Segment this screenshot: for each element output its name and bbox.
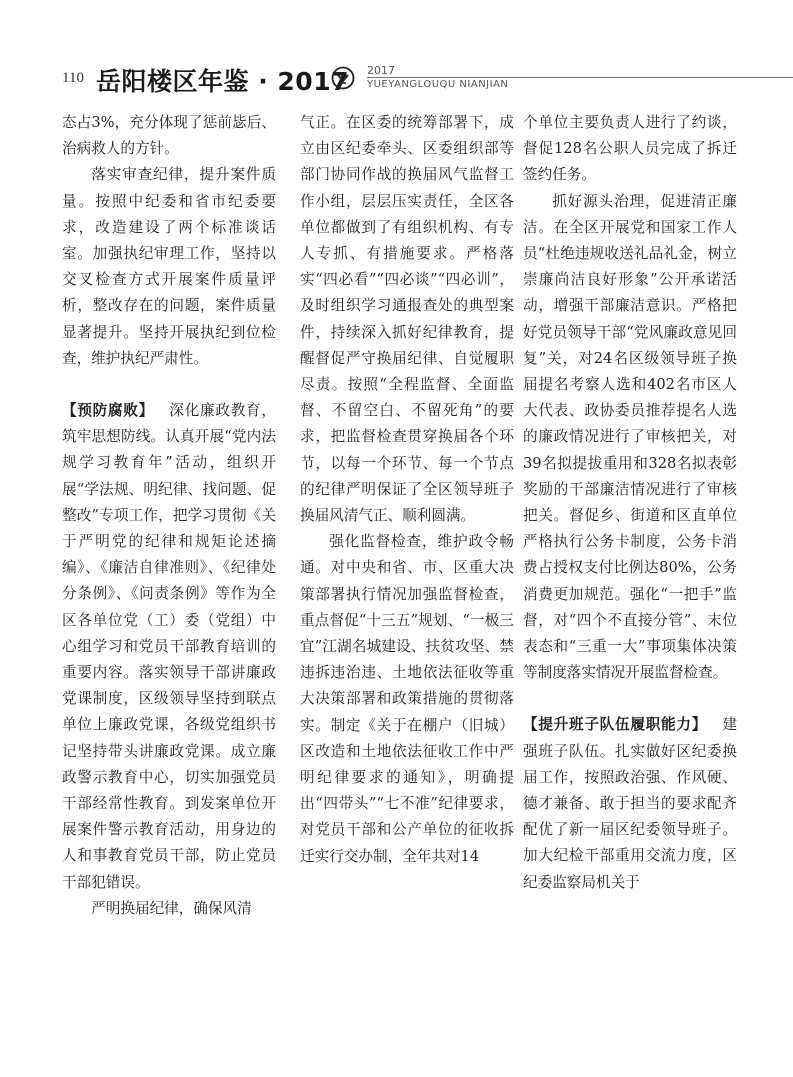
yearbook-title: 岳阳楼区年鉴 · 2017 [96,67,349,96]
paragraph: 气正。在区委的统筹部署下，成立由区纪委牵头、区委组织部等部门协同作战的换届风气监督工作小组，层层压实责任，全区各单位都做到了有组织机构、有专人专抓、有措施要求。严格落实“四必看”“四必谈”“四必训”，及时组织学习通报查处的典型案件，持续深入抓好纪律教育，提醒督促严守换届纪律、自觉履职尽责。按照“全程监督、全面监督、不留空白、不留死角”的要求，把监督检查贯穿换届各个环节，以每一个环节、每一个节点的纪律严明保证了全区领导班子换届风清气正、顺利圆满。 [300,114,514,525]
text-column-3 [523,110,737,896]
paragraph: 个单位主要负责人进行了约谈，督促128名公职人员完成了拆迁签约任务。 [523,114,737,184]
section-heading: 【提升班子队伍履职能力】 [523,716,708,734]
text-column-1 [62,110,276,922]
page-header [0,0,793,100]
paragraph: 抓好源头治理，促进清正廉洁。在全区开展党和国家工作人员“杜绝违规收送礼品礼金，树立崇廉尚洁良好形象”公开承诺活动，增强干部廉洁意识。严格把好党员领导干部“党风廉政意见回复”关，对24名区级领导班子换届提名考察人选和402名市区人大代表、政协委员推荐提名人选的廉政情况进行了审核把关，对39名拟提拔重用和328名拟表彰奖励的干部廉洁情况进行了审核把关。督促乡、街道和区直单位严格执行公务卡制度，公务卡消费占授权支付比例达80%，公务消费更加规范。强化“一把手”监督，对“四个不直接分管”、末位表态和“三重一大”事项集体决策等制度落实情况开展监督检查。 [523,192,737,682]
paragraph: 严明换届纪律，确保风清 [91,899,252,917]
section-body: 建强班子队伍。扎实做好区纪委换届工作，按照政治强、作风硬、德才兼备、敢于担当的要求配齐配优了新一届区纪委领导班子。加大纪检干部重用交流力度，区纪委监察局机关于 [523,716,737,891]
section-paragraph [523,712,737,895]
paragraph: 落实审查纪律，提升案件质量。按照中纪委和省市纪委要求，改造建设了两个标准谈话室。加强执纪审理工作，坚持以交叉检查方式开展案件质量评析，整改存在的问题，案件质量显著提升。坚持开展执纪到位检查，维护执纪严肃性。 [62,166,276,367]
section-paragraph [62,398,276,896]
page-number: 110 [62,70,84,86]
section-heading: 【预防腐败】 [62,402,155,420]
section-body: 深化廉政教育，筑牢思想防线。认真开展“党内法规学习教育年”活动，组织开展“学法规、明纪律、找问题、促整改”专项工作，把学习贯彻《关于严明党的纪律和规矩论述摘编》、《廉洁自律准则》、《纪律处分条例》、《问责条例》等作为全区各单位党（工）委（党组）中心组学习和党员干部教育培训的重要内容。落实领导干部讲廉政党课制度，区级领导坚持到联点单位上廉政党课，各级党组织书记坚持带头讲廉政党课。成立廉政警示教育中心，切实加强党员干部经常性教育。到发案单位开展案件警示教育活动，用身边的人和事教育党员干部，防止党员干部犯错误。 [62,402,276,891]
header-rule [367,77,793,78]
yearbook-logo-icon [331,66,355,90]
text-column-2 [300,110,514,870]
paragraph: 强化监督检查，维护政令畅通。对中央和省、市、区重大决策部署执行情况加强监督检查，重点督促“十三五”规划、“一极三宜”江湖名城建设、扶贫攻坚、禁违拆违治违、土地依法征收等重大决策部署和政策措施的贯彻落实。制定《关于在棚户（旧城）区改造和土地依法征收工作中严明纪律要求的通知》，明确提出“四带头”“七不准”纪律要求，对党员干部和公产单位的征收拆迁实行交办制，全年共对14 [300,533,514,865]
header-pinyin: YUEYANGLOUQU NIANJIAN [367,79,509,90]
paragraph: 态占3%，充分体现了惩前毖后、治病救人的方针。 [62,114,276,158]
header-year: 2017 [367,64,395,77]
